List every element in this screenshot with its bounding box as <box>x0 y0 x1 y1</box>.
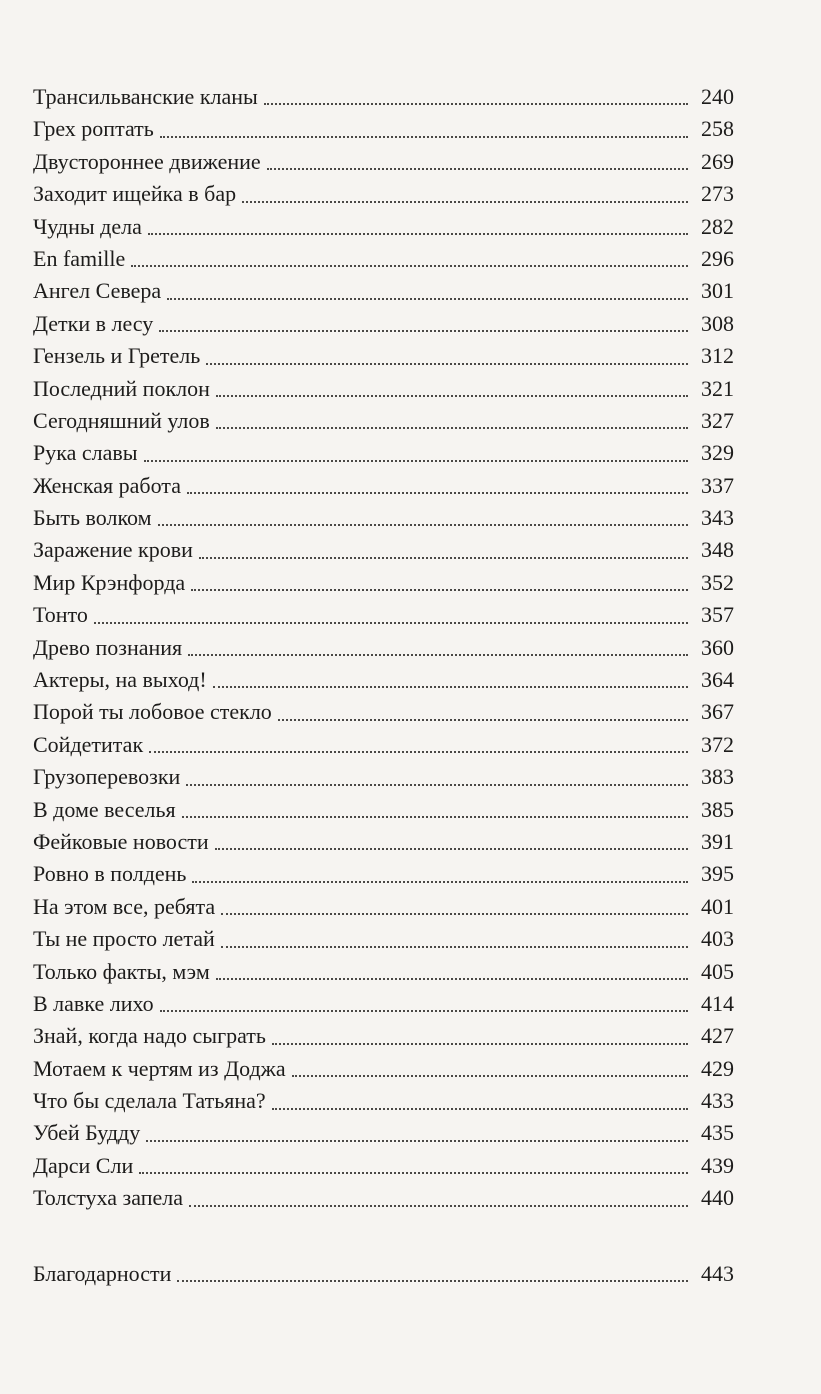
toc-entry[interactable] <box>33 567 734 599</box>
dot-leader <box>139 1172 688 1174</box>
toc-entry[interactable] <box>33 146 734 178</box>
toc-entry[interactable] <box>33 923 734 955</box>
toc-entry-title: En famille <box>33 245 126 271</box>
dot-leader <box>144 460 688 462</box>
toc-entry[interactable] <box>33 81 734 113</box>
toc-entry-title: Последний поклон <box>33 375 210 401</box>
toc-entry-title: Женская работа <box>33 472 181 498</box>
dot-leader <box>189 1205 688 1207</box>
dot-leader <box>167 298 688 300</box>
toc-entry-title: Что бы сделала Татьяна? <box>33 1088 266 1114</box>
toc-entry-title: Знай, когда надо сыграть <box>33 1023 266 1049</box>
toc-entry-title: Быть волком <box>33 505 152 531</box>
toc-entry[interactable] <box>33 1150 734 1182</box>
toc-entry-page: 240 <box>701 83 734 109</box>
toc-entry-page: 443 <box>701 1260 734 1286</box>
toc-entry-page: 401 <box>701 893 734 919</box>
toc-entry-page: 343 <box>701 505 734 531</box>
toc-entry-title: Порой ты лобовое стекло <box>33 699 272 725</box>
toc-entry-title: Заходит ищейка в бар <box>33 181 237 207</box>
toc-entry[interactable] <box>33 664 734 696</box>
toc-entry-title: Мотаем к чертям из Доджа <box>33 1055 286 1081</box>
toc-entry-title: Детки в лесу <box>33 310 154 336</box>
toc-entry[interactable] <box>33 405 734 437</box>
dot-leader <box>216 978 688 980</box>
dot-leader <box>188 654 688 656</box>
dot-leader <box>199 557 688 559</box>
toc-entry[interactable] <box>33 211 734 243</box>
toc-entry-page: 301 <box>701 278 734 304</box>
toc-entry-title: Трансильванские кланы <box>33 83 258 109</box>
toc-entry[interactable] <box>33 1053 734 1085</box>
dot-leader <box>206 363 688 365</box>
toc-entry-page: 296 <box>701 245 734 271</box>
dot-leader <box>186 784 688 786</box>
toc-entry-page: 273 <box>701 181 734 207</box>
dot-leader <box>213 686 688 688</box>
dot-leader <box>292 1075 688 1077</box>
toc-entry-page: 352 <box>701 569 734 595</box>
toc-entry-page: 282 <box>701 213 734 239</box>
toc-entry[interactable] <box>33 1118 734 1150</box>
toc-entry-title: Заражение крови <box>33 537 193 563</box>
dot-leader <box>149 751 688 753</box>
dot-leader <box>216 427 688 429</box>
dot-leader <box>267 168 688 170</box>
toc-entry-title: Сойдетитак <box>33 731 144 757</box>
toc-entry-page: 403 <box>701 926 734 952</box>
toc-entry[interactable] <box>33 761 734 793</box>
dot-leader <box>272 1108 688 1110</box>
toc-entry-title: Актеры, на выход! <box>33 667 207 693</box>
toc-entry[interactable] <box>33 891 734 923</box>
toc-entry-title: Ровно в полдень <box>33 861 187 887</box>
toc-entry[interactable] <box>33 308 734 340</box>
toc-entry-title: Древо познания <box>33 634 183 660</box>
toc-entry-page: 414 <box>701 990 734 1016</box>
toc-entry-page: 364 <box>701 667 734 693</box>
dot-leader <box>242 201 688 203</box>
dot-leader <box>215 848 688 850</box>
dot-leader <box>221 913 688 915</box>
toc-entry-title: Дарси Сли <box>33 1152 134 1178</box>
toc-entry-page: 258 <box>701 116 734 142</box>
toc-entry[interactable] <box>33 632 734 664</box>
toc-entry[interactable] <box>33 275 734 307</box>
dot-leader <box>278 719 688 721</box>
toc-entry[interactable] <box>33 1182 734 1214</box>
toc-entry[interactable] <box>33 243 734 275</box>
toc-entry-title: На этом все, ребята <box>33 893 216 919</box>
toc-entry-title: Рука славы <box>33 440 138 466</box>
toc-entry-title: Грех роптать <box>33 116 154 142</box>
toc-entry-page: 439 <box>701 1152 734 1178</box>
dot-leader <box>192 881 688 883</box>
toc-entry-title: Благодарности <box>33 1260 172 1286</box>
toc-entry-page: 395 <box>701 861 734 887</box>
toc-entry[interactable] <box>33 826 734 858</box>
dot-leader <box>160 136 688 138</box>
toc-entry-page: 429 <box>701 1055 734 1081</box>
toc-entry-page: 269 <box>701 148 734 174</box>
toc-entry-title: Только факты, мэм <box>33 958 210 984</box>
toc-entry-page: 308 <box>701 310 734 336</box>
toc-entry[interactable] <box>33 113 734 145</box>
toc-entry[interactable] <box>33 956 734 988</box>
toc-entry-title: Убей Будду <box>33 1120 141 1146</box>
toc-entry[interactable] <box>33 534 734 566</box>
dot-leader <box>221 946 688 948</box>
dot-leader <box>272 1043 688 1045</box>
toc-entry[interactable] <box>33 340 734 372</box>
dot-leader <box>159 330 688 332</box>
toc-entry-page: 405 <box>701 958 734 984</box>
dot-leader <box>160 1010 688 1012</box>
toc-entry-page: 337 <box>701 472 734 498</box>
dot-leader <box>146 1140 688 1142</box>
dot-leader <box>94 622 688 624</box>
toc-entry-page: 435 <box>701 1120 734 1146</box>
toc-entry-title: Ангел Севера <box>33 278 162 304</box>
toc-entry[interactable] <box>33 599 734 631</box>
toc-entry[interactable] <box>33 437 734 469</box>
toc-entry-page: 348 <box>701 537 734 563</box>
toc-entry[interactable] <box>33 373 734 405</box>
toc-entry-page: 440 <box>701 1185 734 1211</box>
toc-entry-title: Двустороннее движение <box>33 148 261 174</box>
toc-entry-title: Гензель и Гретель <box>33 343 201 369</box>
toc-entry-title: Фейковые новости <box>33 828 209 854</box>
toc-entry[interactable] <box>33 1020 734 1052</box>
toc-entry[interactable] <box>33 858 734 890</box>
toc-entry-page: 360 <box>701 634 734 660</box>
toc-entry-title: Мир Крэнфорда <box>33 569 186 595</box>
acknowledgements-section <box>33 1215 734 1290</box>
dot-leader <box>216 395 688 397</box>
dot-leader <box>191 589 688 591</box>
toc-entry-page: 327 <box>701 407 734 433</box>
toc-entry-page: 357 <box>701 602 734 628</box>
toc-entry[interactable] <box>33 794 734 826</box>
dot-leader <box>158 524 688 526</box>
toc-entry-title: В доме веселья <box>33 796 176 822</box>
toc-entry-page: 312 <box>701 343 734 369</box>
dot-leader <box>264 103 688 105</box>
toc-entry[interactable] <box>33 178 734 210</box>
toc-entry-page: 367 <box>701 699 734 725</box>
toc-entry-page: 329 <box>701 440 734 466</box>
toc-entry-page: 383 <box>701 764 734 790</box>
dot-leader <box>148 233 688 235</box>
table-of-contents <box>33 81 734 1290</box>
dot-leader <box>182 816 688 818</box>
toc-entry-page: 433 <box>701 1088 734 1114</box>
toc-entry-page: 391 <box>701 828 734 854</box>
toc-entry-title: Чудны дела <box>33 213 142 239</box>
toc-entry-title: Сегодняшний улов <box>33 407 210 433</box>
toc-entry-page: 321 <box>701 375 734 401</box>
section-gap <box>33 1215 734 1258</box>
toc-entry[interactable] <box>33 988 734 1020</box>
toc-entry-title: Тонто <box>33 602 88 628</box>
toc-entry-title: Толстуха запела <box>33 1185 183 1211</box>
dot-leader <box>177 1280 688 1282</box>
toc-entry[interactable] <box>33 696 734 728</box>
toc-entry-title: Ты не просто летай <box>33 926 215 952</box>
toc-entry-title: В лавке лихо <box>33 990 154 1016</box>
toc-entry[interactable] <box>33 502 734 534</box>
dot-leader <box>187 492 688 494</box>
toc-entry-title: Грузоперевозки <box>33 764 181 790</box>
toc-entry[interactable] <box>33 729 734 761</box>
toc-entry[interactable] <box>33 470 734 502</box>
dot-leader <box>131 265 688 267</box>
toc-entry-page: 372 <box>701 731 734 757</box>
toc-entry-acknowledgements[interactable] <box>33 1258 734 1290</box>
toc-entry[interactable] <box>33 1085 734 1117</box>
toc-entry-page: 427 <box>701 1023 734 1049</box>
toc-entry-page: 385 <box>701 796 734 822</box>
